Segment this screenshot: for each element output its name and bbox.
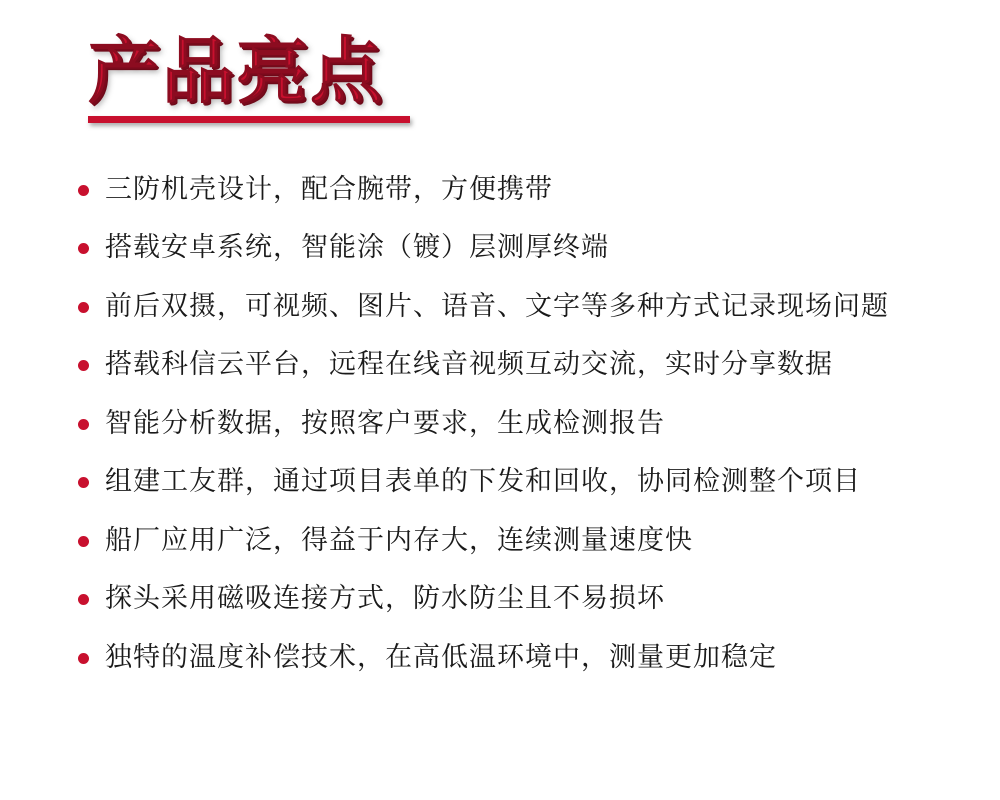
page-title: 产品亮点 — [88, 29, 385, 113]
list-item — [78, 464, 958, 500]
list-item-label: 智能分析数据，按照客户要求，生成检测报告 — [105, 407, 665, 439]
list-item-label: 独特的温度补偿技术，在高低温环境中，测量更加稳定 — [105, 641, 777, 673]
bullet-dot-icon — [78, 302, 89, 313]
list-item — [78, 581, 958, 617]
bullet-dot-icon — [78, 185, 89, 196]
list-item — [78, 172, 958, 208]
bullet-dot-icon — [78, 419, 89, 430]
title-underline — [88, 116, 410, 123]
bullet-dot-icon — [78, 653, 89, 664]
feature-bullet-list — [78, 172, 958, 698]
list-item-label: 组建工友群，通过项目表单的下发和回收，协同检测整个项目 — [105, 466, 861, 498]
list-item-label: 船厂应用广泛，得益于内存大，连续测量速度快 — [105, 524, 693, 556]
list-item-label: 探头采用磁吸连接方式，防水防尘且不易损坏 — [105, 583, 665, 615]
title-block — [88, 29, 508, 123]
list-item-label: 前后双摄，可视频、图片、语音、文字等多种方式记录现场问题 — [105, 290, 889, 322]
list-item — [78, 230, 958, 266]
list-item-label: 搭载安卓系统，智能涂（镀）层测厚终端 — [105, 232, 609, 264]
bullet-dot-icon — [78, 243, 89, 254]
bullet-dot-icon — [78, 594, 89, 605]
list-item-label: 三防机壳设计，配合腕带，方便携带 — [105, 174, 553, 205]
list-item — [78, 347, 958, 383]
list-item — [78, 640, 958, 676]
list-item-label: 搭载科信云平台，远程在线音视频互动交流，实时分享数据 — [105, 349, 833, 381]
list-item — [78, 406, 958, 442]
bullet-dot-icon — [78, 360, 89, 371]
bullet-dot-icon — [78, 536, 89, 547]
list-item — [78, 289, 958, 325]
list-item — [78, 523, 958, 559]
bullet-dot-icon — [78, 477, 89, 488]
